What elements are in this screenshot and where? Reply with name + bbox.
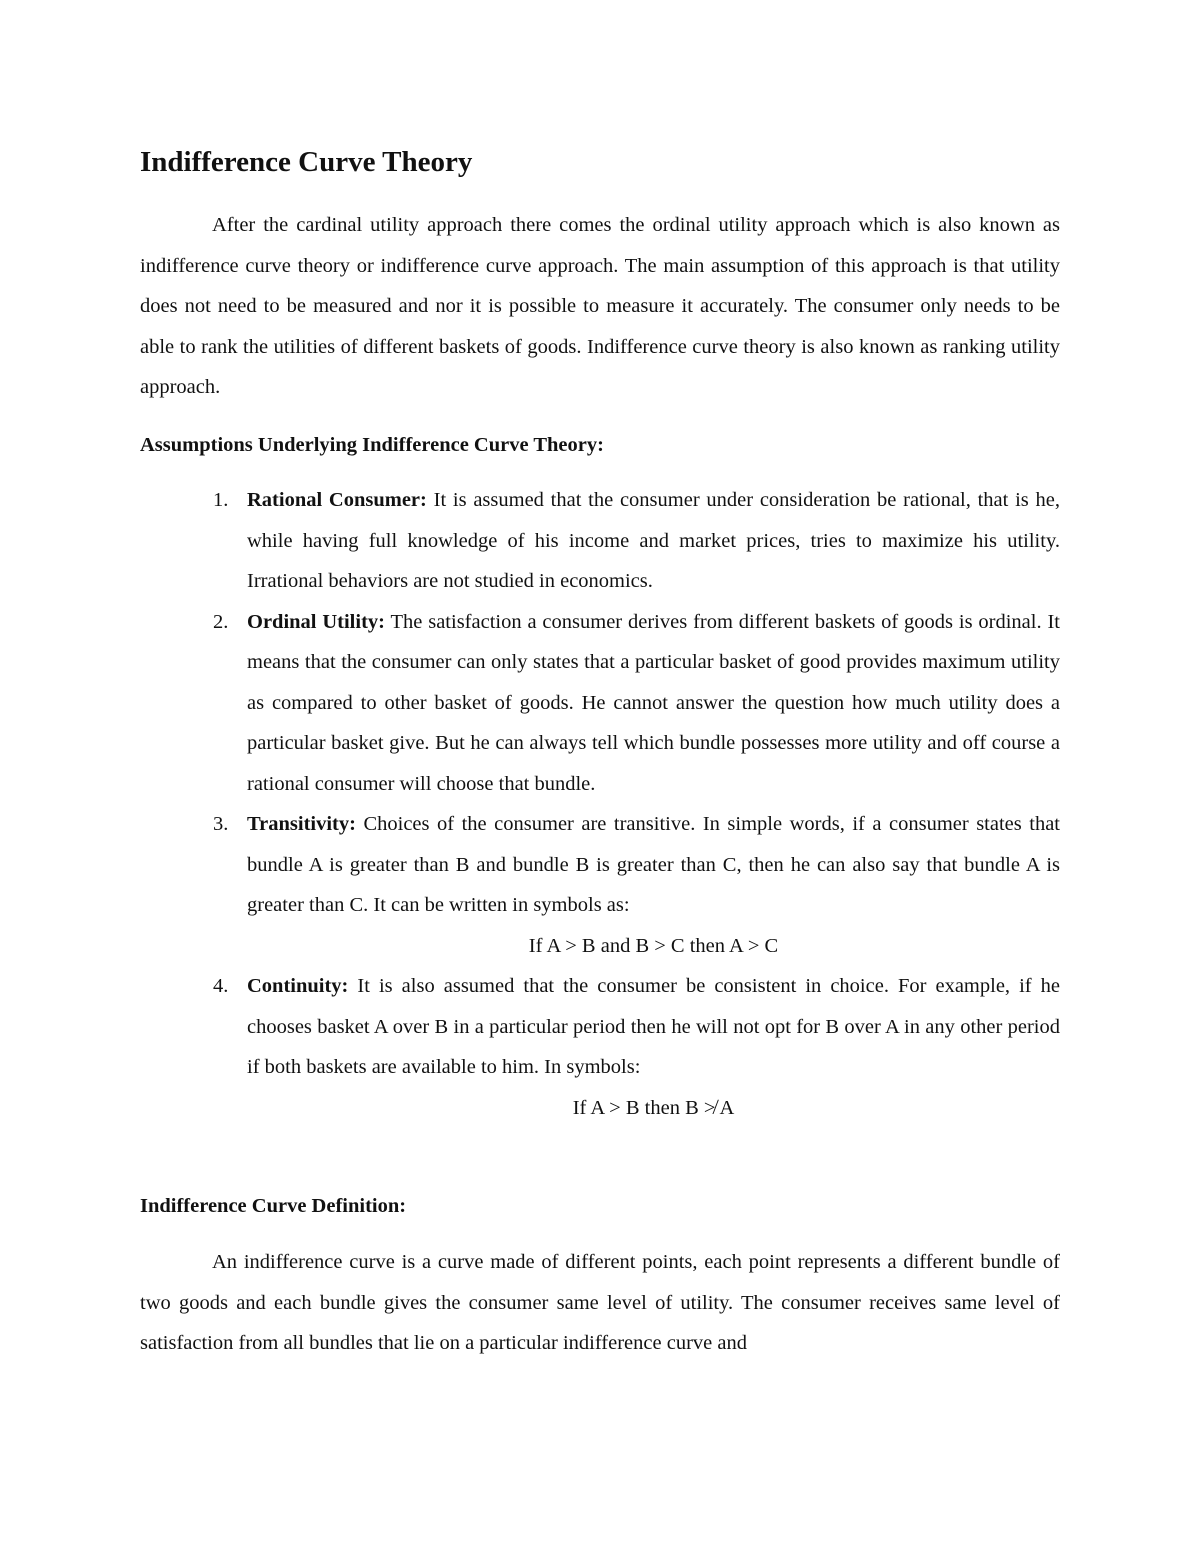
list-item bbox=[140, 602, 1060, 805]
list-item-body bbox=[247, 966, 1060, 1088]
intro-paragraph: After the cardinal utility approach there comes the ordinal utility approach which is also known as indifference curve theory or indifference curve approach. The main assumption of this approach is that utility does not need to be measured and nor it is possible to measure it accurately. The consumer only needs to be able to rank the utilities of different baskets of goods. Indifference curve theory is also known as ranking utility approach. bbox=[140, 214, 1060, 398]
continuity-formula: If A > B then B ≯ A bbox=[572, 1096, 735, 1119]
list-item-term: Continuity: bbox=[247, 975, 349, 997]
assumptions-heading: Assumptions Underlying Indifference Curve Theory: bbox=[140, 434, 604, 456]
definition-paragraph: An indifference curve is a curve made of different points, each point represents a different bundle of two goods and each bundle gives the consumer same level of utility. The consumer receives same level of satisfaction from all bundles that lie on a particular indifference curve and bbox=[140, 1251, 1060, 1354]
list-item bbox=[140, 480, 1060, 602]
list-item-number: 4. bbox=[213, 975, 229, 997]
list-item-term: Rational Consumer: bbox=[247, 489, 427, 511]
list-item bbox=[140, 804, 1060, 966]
list-item-text: It is also assumed that the consumer be consistent in choice. For example, if he chooses basket A over B in a particular period then he will not opt for B over A in any other period if both baskets are available to him. In symbols: bbox=[247, 975, 1060, 1078]
list-item-text: Choices of the consumer are transitive. In simple words, if a consumer states that bundle A is greater than B and bundle B is greater than C, then he can also say that bundle A is greater than C. It can be written in symbols as: bbox=[247, 813, 1060, 916]
list-item-term: Transitivity: bbox=[247, 813, 356, 835]
list-item-body bbox=[247, 804, 1060, 926]
list-item-number: 2. bbox=[213, 610, 229, 633]
list-item-number: 3. bbox=[213, 813, 229, 835]
assumptions-list bbox=[140, 480, 1060, 1128]
definition-heading: Indifference Curve Definition: bbox=[140, 1195, 407, 1217]
list-item-body bbox=[247, 602, 1060, 805]
list-item-number: 1. bbox=[213, 489, 229, 511]
document-title: Indifference Curve Theory bbox=[140, 146, 473, 178]
list-item bbox=[140, 966, 1060, 1128]
list-item-term: Ordinal Utility: bbox=[247, 610, 385, 633]
list-item-body bbox=[247, 480, 1060, 602]
transitivity-formula: If A > B and B > C then A > C bbox=[528, 934, 779, 957]
list-item-text: It is assumed that the consumer under consideration be rational, that is he, while having full knowledge of his income and market prices, tries to maximize his utility. Irrational behaviors are not studied in economics. bbox=[247, 489, 1061, 592]
list-item-text: The satisfaction a consumer derives from different baskets of goods is ordinal. It means that the consumer can only states that a particular basket of good provides maximum utility as compared to other basket of goods. He cannot answer the question how much utility does a particular basket give. But he can always tell which bundle possesses more utility and off course a rational consumer will choose that bundle. bbox=[247, 610, 1060, 795]
